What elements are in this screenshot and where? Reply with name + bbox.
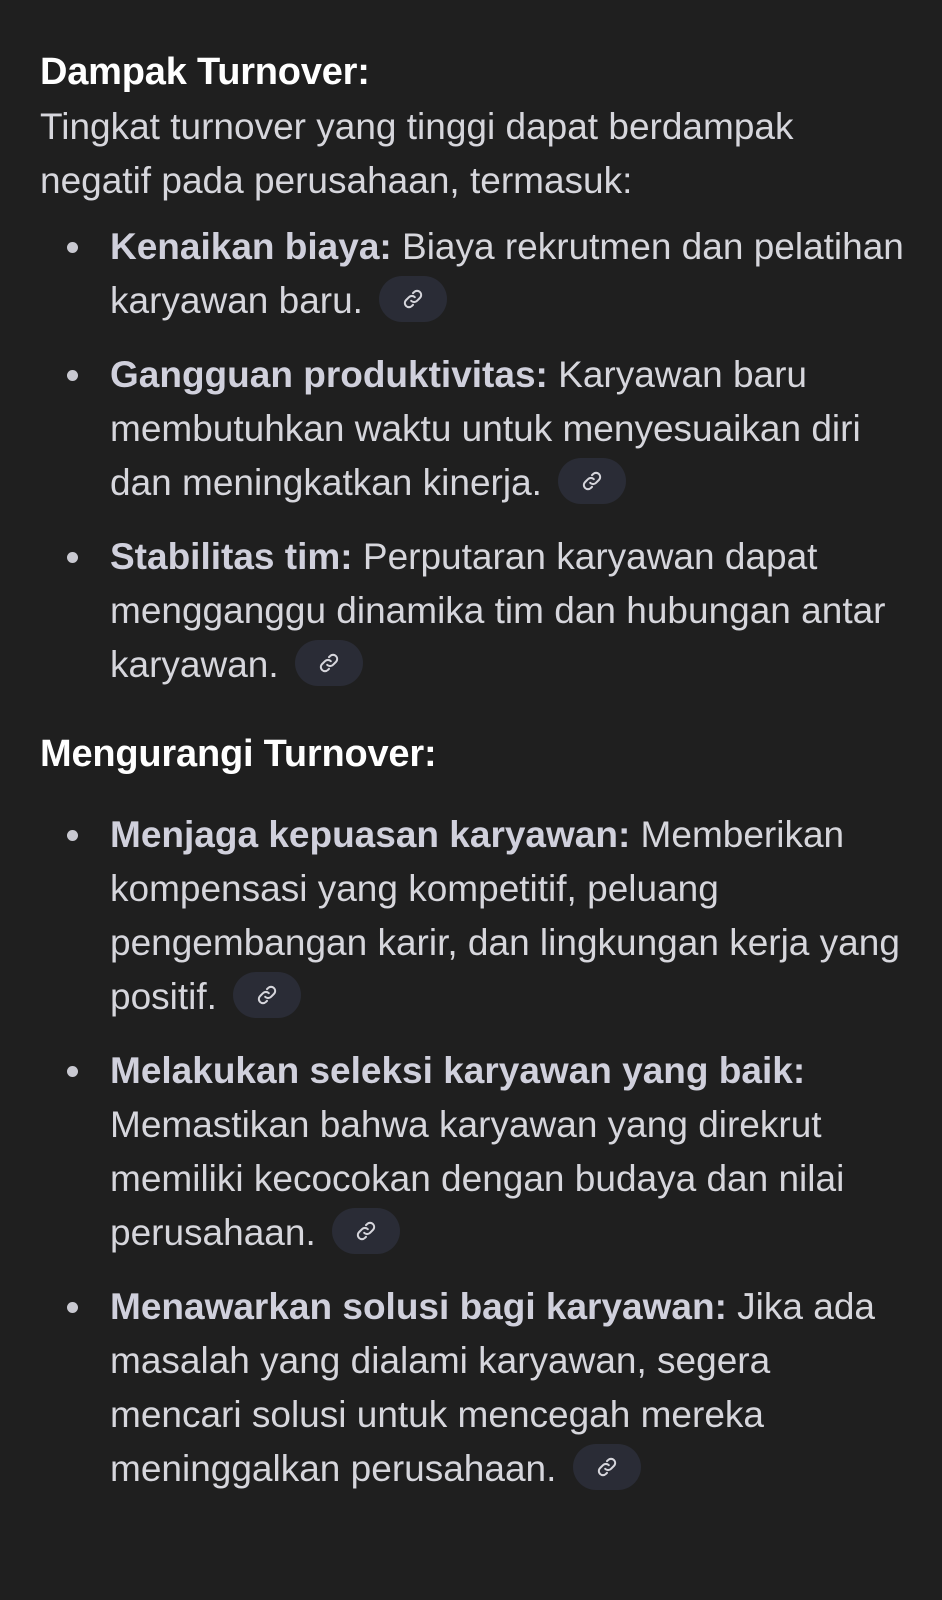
item-text: Perputaran karyawan dapat mengganggu dinamika tim dan hubungan antar karyawan. [110, 536, 886, 685]
bullet-dot [67, 370, 78, 381]
list-item [40, 808, 906, 1024]
source-link-button[interactable] [295, 640, 363, 686]
list-item [40, 530, 906, 692]
source-link-button[interactable] [573, 1444, 641, 1490]
section-intro: Tingkat turnover yang tinggi dapat berdampak negatif pada perusahaan, termasuk: [40, 106, 794, 201]
item-text: Memberikan kompensasi yang kompetitif, peluang pengembangan karir, dan lingkungan kerja yang positif. [110, 814, 900, 1017]
section-dampak-turnover [40, 48, 906, 692]
bullet-dot [67, 1066, 78, 1077]
list-item [40, 1044, 906, 1260]
section-mengurangi-turnover [40, 730, 906, 1496]
link-icon [256, 984, 278, 1006]
source-link-button[interactable] [379, 276, 447, 322]
link-icon [402, 288, 424, 310]
link-icon [581, 470, 603, 492]
section-heading: Mengurangi Turnover: [40, 733, 437, 775]
list-item [40, 348, 906, 510]
item-bold-label: Menjaga kepuasan karyawan: [110, 814, 631, 855]
list-item [40, 1280, 906, 1496]
section-heading: Dampak Turnover: [40, 51, 370, 93]
item-bold-label: Kenaikan biaya: [110, 226, 392, 267]
source-link-button[interactable] [332, 1208, 400, 1254]
item-text: Karyawan baru membutuhkan waktu untuk menyesuaikan diri dan meningkatkan kinerja. [110, 354, 861, 503]
item-text: Jika ada masalah yang dialami karyawan, segera mencari solusi untuk mencegah mereka meninggalkan perusahaan. [110, 1286, 875, 1489]
item-bold-label: Melakukan seleksi karyawan yang baik: [110, 1050, 806, 1091]
link-icon [596, 1456, 618, 1478]
item-text: Biaya rekrutmen dan pelatihan karyawan baru. [110, 226, 904, 321]
item-bold-label: Stabilitas tim: [110, 536, 353, 577]
bullet-dot [67, 830, 78, 841]
source-link-button[interactable] [558, 458, 626, 504]
item-bold-label: Gangguan produktivitas: [110, 354, 548, 395]
source-link-button[interactable] [233, 972, 301, 1018]
bullet-dot [67, 242, 78, 253]
item-text: Memastikan bahwa karyawan yang direkrut memiliki kecocokan dengan budaya dan nilai perusahaan. [110, 1104, 845, 1253]
bullet-list [40, 220, 906, 692]
link-icon [355, 1220, 377, 1242]
item-bold-label: Menawarkan solusi bagi karyawan: [110, 1286, 727, 1327]
bullet-dot [67, 552, 78, 563]
list-item [40, 220, 906, 328]
bullet-dot [67, 1302, 78, 1313]
link-icon [318, 652, 340, 674]
bullet-list [40, 808, 906, 1496]
